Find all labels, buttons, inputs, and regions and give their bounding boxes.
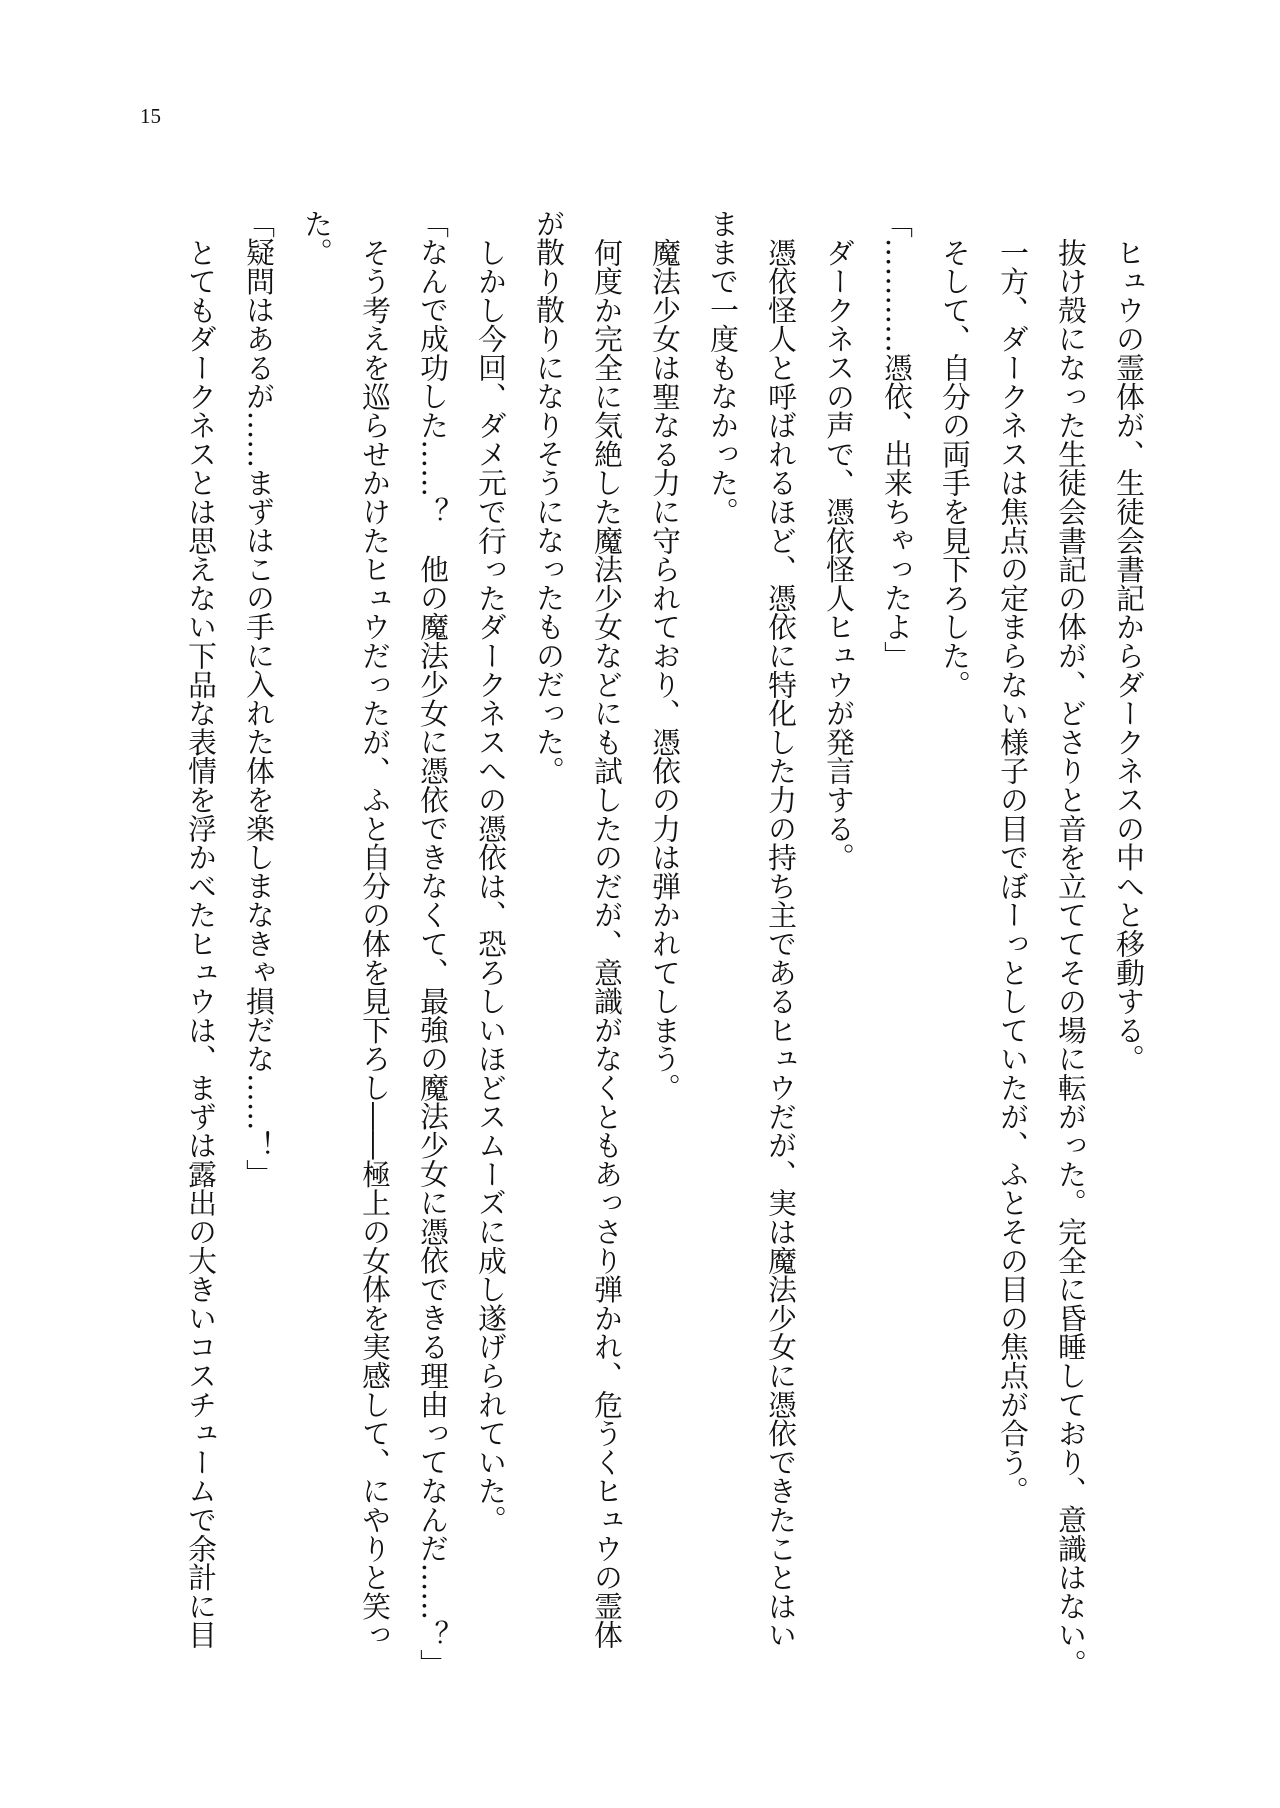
text-line: ままで一度もなかった。 (706, 209, 740, 526)
text-line: た。 (300, 209, 334, 267)
text-line: 憑依怪人と呼ばれるほど、憑依に特化した力の持ち主であるヒュウだが、実は魔法少女に憑依できたことはい (764, 237, 798, 1649)
body-text (172, 209, 1158, 1678)
text-line: 一方、ダークネスは焦点の定まらない様子の目でぼーっとしていたが、ふとその目の焦点が合う。 (996, 237, 1030, 1505)
text-line: 抜け殻になった生徒会書記の体が、どさりと音を立ててその場に転がった。完全に昏睡しており、意識はない。 (1054, 237, 1088, 1678)
text-line: しかし今回、ダメ元で行ったダークネスへの憑依は、恐ろしいほどスムーズに成し遂げられていた。 (474, 237, 508, 1534)
text-line: そして、自分の両手を見下ろした。 (938, 237, 972, 699)
page-number: 15 (140, 104, 161, 128)
text-line: ダークネスの声で、憑依怪人ヒュウが発言する。 (822, 237, 856, 872)
text-line: 何度か完全に気絶した魔法少女などにも試したのだが、意識がなくともあっさり弾かれ、危うくヒュウの霊体 (590, 237, 624, 1649)
text-line: 「疑問はあるが……まずはこの手に入れた体を楽しまなきゃ損だな……！」 (242, 209, 276, 1189)
text-line: そう考えを巡らせかけたヒュウだったが、ふと自分の体を見下ろし――極上の女体を実感して、にやりと笑っ (358, 237, 392, 1649)
text-line: 魔法少女は聖なる力に守られており、憑依の力は弾かれてしまう。 (648, 237, 682, 1102)
text-line: とてもダークネスとは思えない下品な表情を浮かべたヒュウは、まずは露出の大きいコスチュームで余計に目 (184, 237, 218, 1649)
text-line: 「なんで成功した……？ 他の魔法少女に憑依できなくて、最強の魔法少女に憑依できる理由ってなんだ……？」 (416, 209, 450, 1678)
text-line: 「…………憑依、出来ちゃったよ」 (880, 209, 914, 670)
text-line: が散り散りになりそうになったものだった。 (532, 209, 566, 785)
text-line: ヒュウの霊体が、生徒会書記からダークネスの中へと移動する。 (1112, 237, 1146, 1073)
